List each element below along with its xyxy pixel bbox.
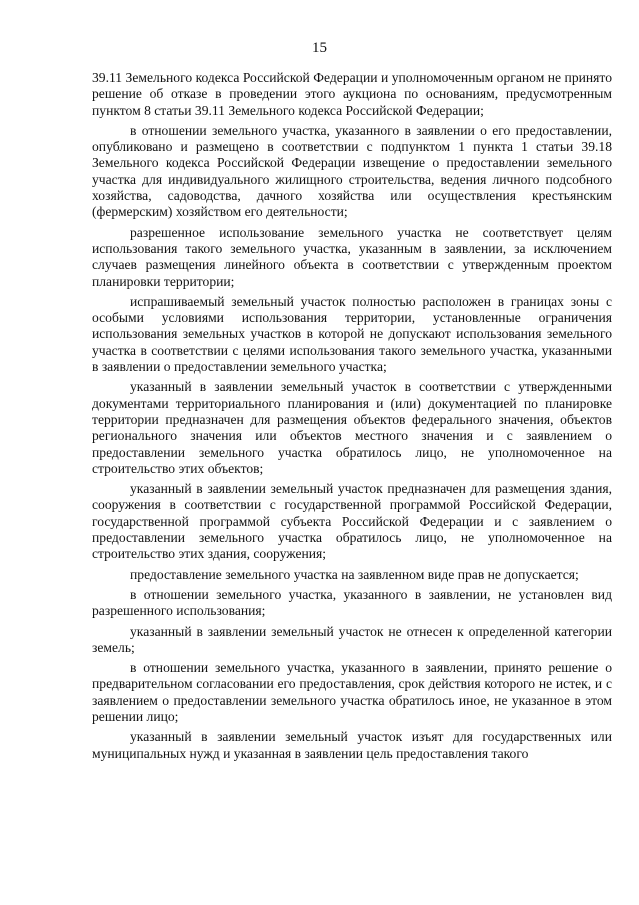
paragraph: указанный в заявлении земельный участок в соответствии с утвержденными документами территориального планирования и (или) документацией по планировке территории предназначен для размещения объектов федерального значения, объектов регионального значения или объектов местного значения и с заявлением о предоставлении земельного участка обратилось лицо, не уполномоченное на строительство этих объектов; — [92, 379, 612, 476]
paragraph: в отношении земельного участка, указанного в заявлении о его предоставлении, опубликовано и размещено в соответствии с подпунктом 1 пункта 1 статьи 39.18 Земельного кодекса Российской Федерации извещение о предоставлении земельного участка для индивидуального жилищного строительства, ведения личного подсобного хозяйства, садоводства, дачного хозяйства или осуществления крестьянским (фермерским) хозяйством его деятельности; — [92, 122, 612, 220]
paragraph: указанный в заявлении земельный участок не отнесен к определенной категории земель; — [92, 623, 612, 655]
paragraph: предоставление земельного участка на заявленном виде прав не допускается; — [130, 566, 579, 582]
paragraph-continuation: 39.11 Земельного кодекса Российской Федерации и уполномоченным органом не принято решение об отказе в проведении этого аукциона по основаниям, предусмотренным пунктом 8 статьи 39.11 Земельного кодекса Российской Федерации; — [92, 70, 612, 118]
paragraph: разрешенное использование земельного участка не соответствует целям использования такого земельного участка, указанным в заявлении, за исключением случаев размещения линейного объекта в соответствии с утвержденным проектом планировки территории; — [92, 224, 612, 289]
page-number: 15 — [312, 40, 327, 56]
paragraph: указанный в заявлении земельный участок изъят для государственных или муниципальных нужд и указанная в заявлении цель предоставления такого — [92, 729, 612, 761]
paragraph: в отношении земельного участка, указанного в заявлении, не установлен вид разрешенного использования; — [92, 586, 612, 619]
document-body — [92, 70, 612, 766]
paragraph: в отношении земельного участка, указанного в заявлении, принято решение о предварительном согласовании его предоставления, срок действия которого не истек, и с заявлением о предоставлении земельного участка обратилось иное, не указанное в этом решении лицо; — [92, 660, 612, 724]
paragraph: указанный в заявлении земельный участок предназначен для размещения здания, сооружения в соответствии с государственной программой Российской Федерации, государственной программой субъекта Российской Федерации и с заявлением о предоставлении земельного участка обратилось лицо, не уполномоченное на строительство этих здания, сооружения; — [92, 481, 612, 562]
paragraph: испрашиваемый земельный участок полностью расположен в границах зоны с особыми условиями использования территории, установленные ограничения использования земельных участков в которой не допускают использования земельного участка в соответствии с целями использования такого земельного участка, указанными в заявлении о предоставлении земельного участка; — [92, 293, 612, 375]
